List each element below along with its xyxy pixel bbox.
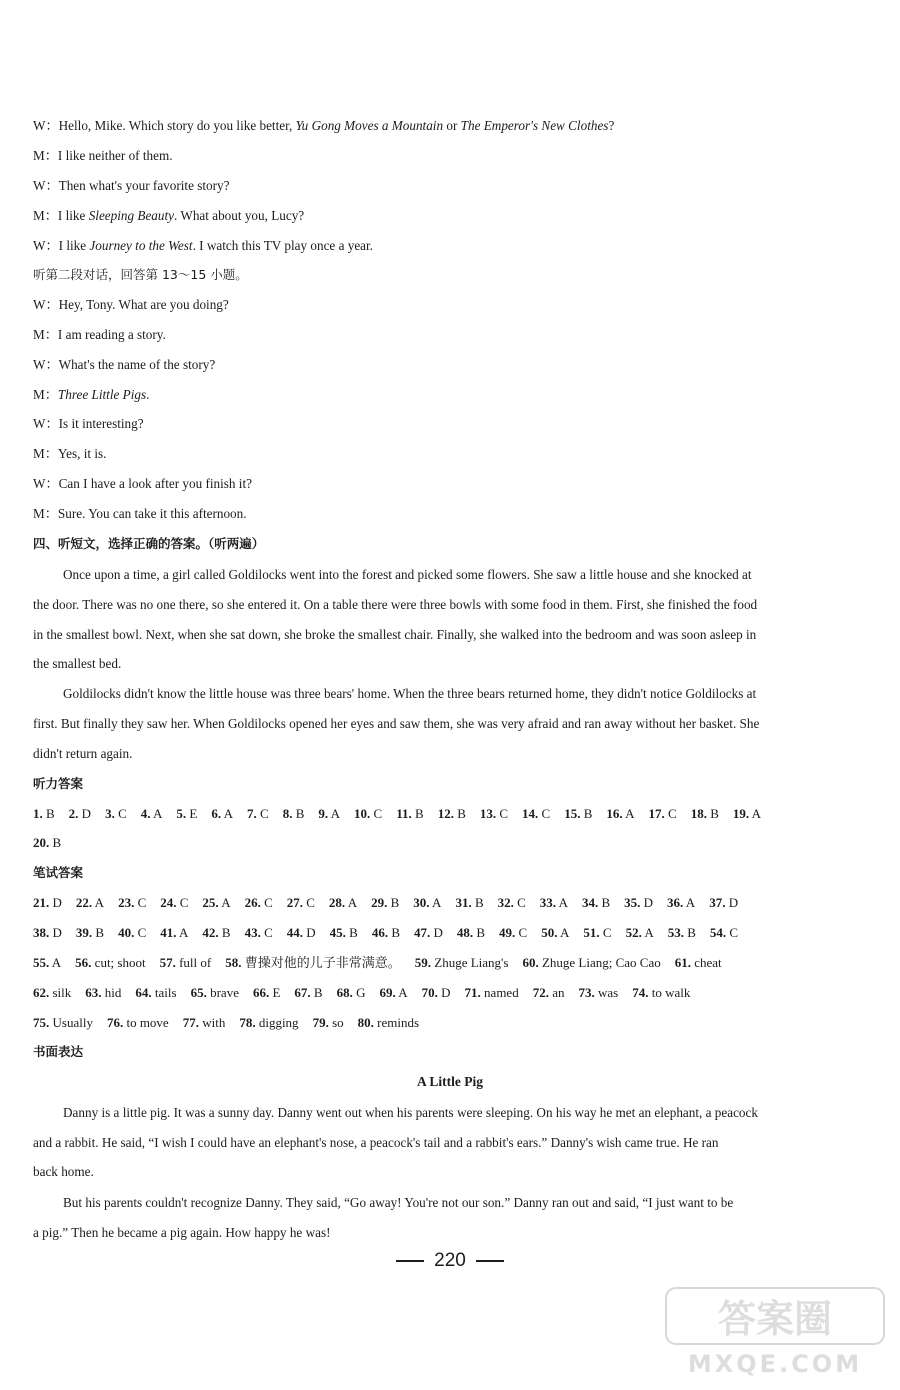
answer-value: named (480, 985, 519, 1000)
answer-row (33, 1015, 848, 1031)
answer-item (283, 806, 305, 821)
answer-item (465, 985, 519, 1000)
answer-value: B (310, 985, 323, 1000)
answer-item (626, 925, 654, 940)
answer-number: 9. (318, 806, 329, 821)
story-title: The Emperor's New Clothes (460, 118, 609, 133)
answer-item (710, 925, 738, 940)
answer-value: C (256, 806, 269, 821)
dialogue-line: W：Is it interesting? (33, 416, 144, 431)
answer-number: 61. (674, 955, 691, 970)
answer-item (498, 895, 526, 910)
answer-value: B (471, 895, 484, 910)
answer-number: 59. (414, 955, 431, 970)
section-instruction: 听第二段对话，回答第 13～15 小题。 (33, 267, 248, 282)
answer-number: 41. (160, 925, 177, 940)
answer-number: 75. (33, 1015, 50, 1030)
answer-number: 44. (286, 925, 303, 940)
answer-value: C (726, 925, 739, 940)
answer-row (33, 955, 848, 971)
dialogue-text: W：Hello, Mike. Which story do you like better, (33, 118, 296, 133)
passage-line: Once upon a time, a girl called Goldilocks went into the forest and picked some flowers. She saw a little house and she knocked at (63, 567, 752, 582)
dialogue-line: W：Hey, Tony. What are you doing? (33, 297, 229, 312)
answer-value: B (453, 806, 466, 821)
answer-item (247, 806, 269, 821)
passage-line: the smallest bed. (33, 656, 122, 671)
answer-item (624, 895, 653, 910)
answer-item (329, 895, 357, 910)
page-number: 220 (0, 1250, 900, 1272)
answer-value: C (513, 895, 526, 910)
answer-item (245, 895, 273, 910)
answer-value: D (437, 985, 451, 1000)
dialogue-line: W：What's the name of the story? (33, 357, 216, 372)
answer-row (33, 806, 848, 822)
answer-value: C (538, 806, 551, 821)
answer-item (649, 806, 677, 821)
answer-number: 66. (252, 985, 270, 1000)
answer-value: B (345, 925, 358, 940)
answer-number: 25. (202, 895, 219, 910)
answer-item (313, 1015, 344, 1030)
answer-number: 54. (709, 925, 727, 940)
passage-line: the door. There was no one there, so she entered it. On a table there were three bowls with some food in them. First, she finished the food (33, 597, 758, 612)
answer-number: 62. (33, 985, 50, 1000)
answer-value: B (580, 806, 593, 821)
answer-item (455, 895, 483, 910)
answer-number: 70. (421, 985, 438, 1000)
answer-value: brave (206, 985, 239, 1000)
answer-item (239, 1015, 298, 1030)
essay-title: A Little Pig (417, 1074, 483, 1089)
answer-number: 8. (282, 806, 293, 821)
answer-item (372, 925, 400, 940)
answer-item (135, 985, 176, 1000)
passage-line: first. But finally they saw her. When Goldilocks opened her eyes and saw them, she was very afraid and ran away without her basket. She (33, 716, 760, 731)
answer-item (69, 806, 91, 821)
answer-value: B (388, 925, 400, 940)
answer-value: digging (255, 1015, 299, 1030)
answer-value: so (328, 1015, 344, 1030)
answer-number: 37. (709, 895, 726, 910)
answer-number: 79. (312, 1015, 329, 1030)
answer-value: B (49, 835, 62, 850)
answer-number: 65. (190, 985, 207, 1000)
answer-value: D (725, 895, 739, 910)
answer-value: B (706, 806, 719, 821)
answer-number: 16. (606, 806, 623, 821)
answer-value: B (387, 895, 400, 910)
dialogue-line: M：Yes, it is. (33, 446, 107, 461)
answer-value: A (345, 895, 358, 910)
answer-item (414, 925, 443, 940)
answer-value: C (260, 925, 273, 940)
answer-value: B (411, 806, 424, 821)
answer-value: cheat (690, 955, 722, 970)
svg-text:答案圈: 答案圈 (717, 1297, 833, 1341)
answer-value: reminds (373, 1015, 420, 1030)
answer-value: C (599, 925, 612, 940)
answer-value: A (641, 925, 654, 940)
answer-item (202, 895, 230, 910)
dialogue-line: W：I like Journey to the West. I watch this TV play once a year. (33, 238, 373, 253)
answer-item (675, 955, 722, 970)
answer-number: 6. (211, 806, 222, 821)
answer-item (287, 895, 315, 910)
answer-number: 38. (33, 925, 50, 940)
answer-number: 50. (541, 925, 558, 940)
answer-value: C (134, 925, 147, 940)
answer-item (457, 925, 485, 940)
answer-value: tails (151, 985, 177, 1000)
answer-item (76, 925, 104, 940)
answer-value: A (218, 895, 231, 910)
answer-number: 21. (33, 895, 50, 910)
answer-number: 46. (371, 925, 389, 940)
answer-number: 26. (244, 895, 261, 910)
answer-value: to move (123, 1015, 169, 1030)
answer-item (253, 985, 280, 1000)
answer-item (541, 925, 569, 940)
answer-item (33, 806, 55, 821)
answer-value: B (683, 925, 696, 940)
answer-number: 42. (202, 925, 219, 940)
dialogue-line: M：Sure. You can take it this afternoon. (33, 506, 247, 521)
answer-item (354, 806, 382, 821)
answer-item (582, 895, 610, 910)
answer-number: 43. (244, 925, 261, 940)
answer-value: A (176, 925, 189, 940)
answer-value: Zhuge Liang's (431, 955, 509, 970)
answer-value: E (269, 985, 281, 1000)
answer-number: 31. (455, 895, 472, 910)
dialogue-line: M：I am reading a story. (33, 327, 166, 342)
answer-value: A (556, 895, 568, 910)
answer-value: A (622, 806, 635, 821)
answer-number: 28. (328, 895, 346, 910)
answer-number: 24. (160, 895, 177, 910)
essay-line: back home. (33, 1164, 94, 1179)
answer-item (522, 955, 660, 970)
watermark-logo (660, 1282, 890, 1382)
answer-value: C (260, 895, 273, 910)
answer-value: A (395, 985, 408, 1000)
story-title: Yu Gong Moves a Mountain (295, 118, 444, 133)
answer-value: A (328, 806, 341, 821)
answer-item (141, 806, 163, 821)
answer-item (160, 895, 188, 910)
essay-line: Danny is a little pig. It was a sunny day. Danny went out when his parents were sleeping. On his way he met an elephant, a peacock (63, 1105, 758, 1120)
answer-item (294, 985, 322, 1000)
answer-value: C (370, 806, 383, 821)
answer-value: C (114, 806, 127, 821)
answer-item (583, 925, 611, 940)
answer-item (176, 806, 197, 821)
answer-item (667, 895, 695, 910)
dialogue-line: M：Three Little Pigs. (33, 387, 150, 402)
answer-value: C (303, 895, 315, 910)
answer-item (337, 985, 366, 1000)
answer-number: 69. (379, 985, 396, 1000)
answer-number: 10. (354, 806, 371, 821)
answer-item (733, 806, 761, 821)
answer-item (245, 925, 273, 940)
answer-item (522, 806, 550, 821)
answer-value: D (49, 895, 62, 910)
answer-number: 11. (396, 806, 412, 821)
answer-number: 52. (625, 925, 642, 940)
answer-number: 45. (329, 925, 346, 940)
answer-number: 18. (690, 806, 707, 821)
answer-item (33, 1015, 93, 1030)
written-answers-heading: 笔试答案 (33, 865, 84, 880)
answer-item (118, 895, 146, 910)
answer-item (33, 895, 62, 910)
answer-value: A (92, 895, 105, 910)
answer-item (202, 925, 230, 940)
essay-line: and a rabbit. He said, “I wish I could have an elephant's nose, a peacock's tail and a rabbit's ears.” Danny's wish came true. He ran (33, 1135, 719, 1150)
answer-number: 35. (624, 895, 641, 910)
answer-number: 4. (140, 806, 151, 821)
answer-value: C (496, 806, 509, 821)
answer-number: 63. (85, 985, 102, 1000)
answer-number: 33. (539, 895, 557, 910)
answer-item (668, 925, 696, 940)
answer-item (371, 895, 399, 910)
story-title: Sleeping Beauty (88, 208, 175, 223)
answer-number: 12. (437, 806, 454, 821)
answer-item (33, 985, 71, 1000)
answer-value: 曹操对他的儿子非常满意。 (241, 955, 401, 970)
answer-number: 19. (732, 806, 750, 821)
answer-number: 49. (499, 925, 516, 940)
answer-item (160, 955, 212, 970)
answer-item (183, 1015, 226, 1030)
answer-number: 60. (522, 955, 539, 970)
answer-number: 2. (68, 806, 79, 821)
answer-number: 17. (648, 806, 665, 821)
answer-number: 30. (413, 895, 430, 910)
answer-number: 22. (75, 895, 93, 910)
answer-item (85, 985, 121, 1000)
section-heading: 四、听短文，选择正确的答案。（听两遍） (33, 536, 265, 551)
answer-value: A (557, 925, 570, 940)
answer-value: full of (175, 955, 212, 970)
answer-row (33, 895, 848, 911)
writing-heading: 书面表达 (33, 1044, 84, 1059)
answer-number: 67. (294, 985, 311, 1000)
listening-answers-heading: 听力答案 (33, 776, 84, 791)
answer-number: 36. (667, 895, 684, 910)
svg-text:MXQE.COM: MXQE.COM (687, 1350, 863, 1378)
answer-number: 39. (75, 925, 93, 940)
answer-value: was (594, 985, 619, 1000)
answer-number: 71. (464, 985, 481, 1000)
answer-item (709, 895, 738, 910)
answer-number: 51. (583, 925, 600, 940)
answer-item (379, 985, 407, 1000)
answer-item (632, 985, 690, 1000)
answer-value: A (150, 806, 163, 821)
answer-value: with (198, 1015, 226, 1030)
answer-number: 53. (667, 925, 684, 940)
answer-item (358, 1015, 419, 1030)
answer-value: A (221, 806, 234, 821)
answer-value: G (352, 985, 366, 1000)
answer-value: C (176, 895, 189, 910)
answer-value: A (749, 806, 762, 821)
answer-value: B (473, 925, 486, 940)
answer-item (578, 985, 618, 1000)
answer-number: 48. (456, 925, 474, 940)
passage-line: didn't return again. (33, 746, 133, 761)
answer-number: 32. (497, 895, 514, 910)
answer-value: A (429, 895, 442, 910)
answer-number: 64. (135, 985, 152, 1000)
answer-value: D (303, 925, 316, 940)
answer-number: 5. (176, 806, 187, 821)
answer-value: B (218, 925, 231, 940)
answer-row (33, 985, 848, 1001)
answer-item (160, 925, 188, 940)
answer-number: 3. (105, 806, 115, 821)
answer-number: 76. (106, 1015, 124, 1030)
answer-item (75, 955, 145, 970)
answer-number: 47. (413, 925, 431, 940)
answer-number: 73. (578, 985, 595, 1000)
dialogue-line: M：I like neither of them. (33, 148, 173, 163)
answer-row (33, 835, 848, 851)
answer-value: B (42, 806, 55, 821)
answer-number: 1. (33, 806, 43, 821)
answer-number: 14. (522, 806, 539, 821)
story-title: Journey to the West (89, 238, 193, 253)
answer-item (415, 955, 509, 970)
answer-item (225, 955, 401, 970)
answer-item (33, 955, 61, 970)
answer-item (480, 806, 508, 821)
answer-item (33, 835, 61, 850)
answer-value: D (640, 895, 654, 910)
answer-item (413, 895, 441, 910)
answer-item (691, 806, 719, 821)
answer-number: 55. (33, 955, 50, 970)
answer-number: 68. (336, 985, 353, 1000)
answer-value: D (49, 925, 62, 940)
answer-value: to walk (648, 985, 691, 1000)
answer-value: A (49, 955, 62, 970)
answer-number: 80. (357, 1015, 374, 1030)
answer-value: C (664, 806, 677, 821)
answer-item (211, 806, 233, 821)
answer-value: D (78, 806, 92, 821)
answer-value: hid (101, 985, 122, 1000)
answer-item (533, 985, 565, 1000)
answer-value: A (683, 895, 696, 910)
answer-value: cut; shoot (91, 955, 146, 970)
dialogue-line: W：Hello, Mike. Which story do you like better, Yu Gong Moves a Mountain or The Emperor's New Clothes? (33, 118, 615, 133)
answer-item (499, 925, 527, 940)
answer-item (438, 806, 466, 821)
story-title: Three Little Pigs (57, 387, 147, 402)
answer-value: B (292, 806, 305, 821)
answer-item (287, 925, 316, 940)
answer-value: Usually (49, 1015, 93, 1030)
answer-item (33, 925, 62, 940)
answer-number: 77. (182, 1015, 199, 1030)
answer-number: 27. (286, 895, 303, 910)
answer-number: 58. (225, 955, 242, 970)
answer-item (606, 806, 634, 821)
answer-number: 13. (479, 806, 497, 821)
answer-number: 57. (159, 955, 176, 970)
dialogue-line: W：Then what's your favorite story? (33, 178, 230, 193)
essay-line: a pig.” Then he became a pig again. How happy he was! (33, 1225, 331, 1240)
dialogue-line: M：I like Sleeping Beauty. What about you, Lucy? (33, 208, 305, 223)
answer-item (396, 806, 423, 821)
answer-number: 23. (118, 895, 135, 910)
answer-item (118, 925, 146, 940)
answer-number: 56. (75, 955, 92, 970)
answer-item (564, 806, 592, 821)
answer-item (318, 806, 340, 821)
dialogue-line: W：Can I have a look after you finish it? (33, 476, 252, 491)
answer-value: C (515, 925, 528, 940)
answer-item (107, 1015, 169, 1030)
answer-number: 78. (239, 1015, 256, 1030)
answer-item (191, 985, 239, 1000)
answer-number: 20. (33, 835, 50, 850)
answer-row (33, 925, 848, 941)
answer-value: Zhuge Liang; Cao Cao (538, 955, 661, 970)
answer-number: 34. (581, 895, 599, 910)
answer-number: 72. (532, 985, 549, 1000)
answer-item (105, 806, 127, 821)
answer-number: 74. (632, 985, 649, 1000)
answer-value: D (430, 925, 443, 940)
answer-item (540, 895, 568, 910)
answer-value: silk (49, 985, 72, 1000)
answer-number: 15. (564, 806, 581, 821)
answer-value: B (598, 895, 611, 910)
answer-item (76, 895, 104, 910)
answer-number: 29. (371, 895, 388, 910)
essay-line: But his parents couldn't recognize Danny. They said, “Go away! You're not our son.” Danny ran out and said, “I just want to be (63, 1195, 734, 1210)
answer-number: 40. (118, 925, 135, 940)
answer-value: E (186, 806, 198, 821)
passage-line: in the smallest bowl. Next, when she sat down, she broke the smallest chair. Finally, she walked into the bedroom and was soon asleep in (33, 627, 757, 642)
answer-value: C (134, 895, 147, 910)
answer-value: an (548, 985, 565, 1000)
answer-item (422, 985, 451, 1000)
passage-line: Goldilocks didn't know the little house was three bears' home. When the three bears returned home, they didn't notice Goldilocks at (63, 686, 757, 701)
answer-value: B (92, 925, 105, 940)
answer-item (330, 925, 358, 940)
answer-number: 7. (247, 806, 257, 821)
